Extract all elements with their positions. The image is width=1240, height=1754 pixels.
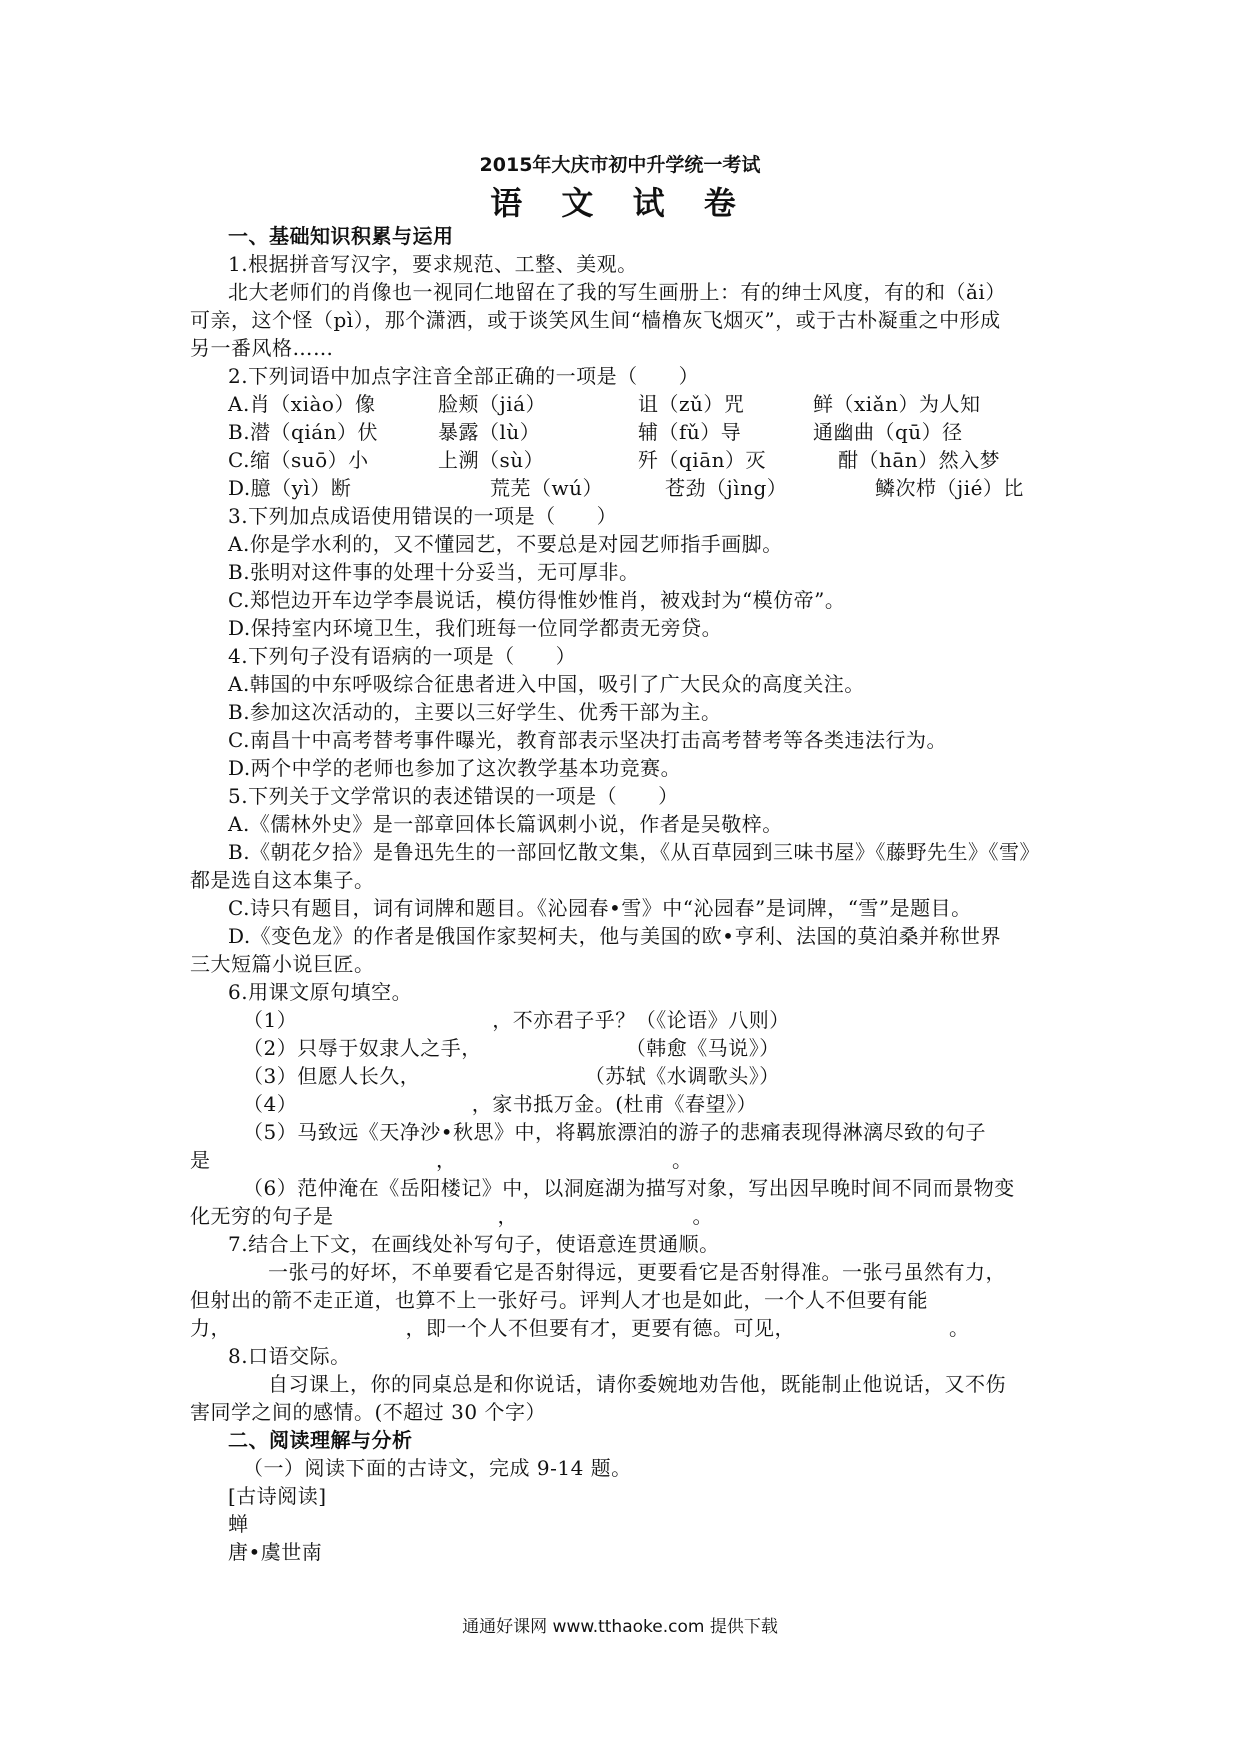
q4-option-c: C.南昌十中高考替考事件曝光，教育部表示坚决打击高考替考等各类违法行为。 <box>228 728 947 752</box>
q6-blank-item: （1） ，不亦君子乎？（《论语》八则） <box>243 1008 790 1032</box>
q2-option-cell: 暴露（lù） <box>438 420 541 444</box>
paper-subtitle: 语 文 试 卷 <box>490 184 750 222</box>
q2-option-cell: 鲜（xiǎn）为人知 <box>813 392 981 416</box>
q2-option-cell: 酣（hān）然入梦 <box>838 448 1001 472</box>
footer-source: 通通好课网 www.tthaoke.com 提供下载 <box>462 1617 778 1637</box>
exam-title: 2015年大庆市初中升学统一考试 <box>479 154 761 176</box>
q2-option-cell: A.肖（xiào）像 <box>228 392 376 416</box>
q4-option-a: A.韩国的中东呼吸综合征患者进入中国，吸引了广大民众的高度关注。 <box>228 672 865 696</box>
q6-blank-item: （4） ，家书抵万金。(杜甫《春望》） <box>243 1092 758 1116</box>
q5-option-d: D.《变色龙》的作者是俄国作家契柯夫，他与美国的欧•亨利、法国的莫泊桑并称世界 <box>228 924 1001 948</box>
q8-text-line: 害同学之间的感情。(不超过 30 个字） <box>190 1400 546 1424</box>
q2-option-cell: 鳞次栉（jié）比 <box>875 476 1024 500</box>
poem-author: 唐•虞世南 <box>228 1540 323 1564</box>
q6-blank-item-cont: 是 ， 。 <box>190 1148 693 1172</box>
q3-option-b: B.张明对这件事的处理十分妥当，无可厚非。 <box>228 560 640 584</box>
q3-option-a: A.你是学水利的，又不懂园艺，不要总是对园艺师指手画脚。 <box>228 532 783 556</box>
q6-stem: 6.用课文原句填空。 <box>228 980 413 1004</box>
q2-option-row <box>228 474 1050 502</box>
q2-option-cell: 辅（fǔ）导 <box>638 420 742 444</box>
q6-blank-item: （2）只辱于奴隶人之手， （韩愈《马说》） <box>243 1036 780 1060</box>
poem-label: [古诗阅读] <box>228 1484 327 1508</box>
q3-option-d: D.保持室内环境卫生，我们班每一位同学都责无旁贷。 <box>228 616 723 640</box>
q4-stem: 4.下列句子没有语病的一项是（ ） <box>228 644 577 668</box>
q1-text-line: 北大老师们的肖像也一视同仁地留在了我的写生画册上：有的绅士风度，有的和（ǎi） <box>228 280 1006 304</box>
q6-blank-item: （3）但愿人长久， （苏轼《水调歌头》） <box>243 1064 780 1088</box>
q2-option-cell: 荒芜（wú） <box>490 476 603 500</box>
q4-option-d: D.两个中学的老师也参加了这次教学基本功竞赛。 <box>228 756 682 780</box>
q7-text-line: 一张弓的好坏，不单要看它是否射得远，更要看它是否射得准。一张弓虽然有力， <box>268 1260 1006 1284</box>
q2-option-cell: B.潜（qián）伏 <box>228 420 379 444</box>
q3-stem: 3.下列加点成语使用错误的一项是（ ） <box>228 504 618 528</box>
q7-text-line: 但射出的箭不走正道，也算不上一张好弓。评判人才也是如此，一个人不但要有能 <box>190 1288 928 1312</box>
q7-text-line: 力， ，即一个人不但要有才，更要有德。可见， 。 <box>190 1316 970 1340</box>
q2-option-cell: 诅（zǔ）咒 <box>638 392 745 416</box>
section-heading-1: 一、基础知识积累与运用 <box>228 224 454 248</box>
q5-option-a: A.《儒林外史》是一部章回体长篇讽刺小说，作者是吴敬梓。 <box>228 812 783 836</box>
q5-option-d-cont: 三大短篇小说巨匠。 <box>190 952 375 976</box>
q5-option-c: C.诗只有题目，词有词牌和题目。《沁园春•雪》中“沁园春”是词牌，“雪”是题目。 <box>228 896 972 920</box>
section-heading-2: 二、阅读理解与分析 <box>228 1428 413 1452</box>
q2-option-row <box>228 446 1050 474</box>
q5-option-b-cont: 都是选自这本集子。 <box>190 868 375 892</box>
q2-option-cell: C.缩（suō）小 <box>228 448 369 472</box>
reading-part-heading: （一）阅读下面的古诗文，完成 9-14 题。 <box>243 1456 632 1480</box>
q2-option-cell: 脸颊（jiá） <box>438 392 547 416</box>
q2-option-cell: 苍劲（jìng） <box>665 476 788 500</box>
q1-text-line: 可亲，这个怪（pì），那个潇洒，或于谈笑风生间“樯橹灰飞烟灭”，或于古朴凝重之中形成 <box>190 308 1001 332</box>
q6-blank-item: （5）马致远《天净沙•秋思》中，将羁旅漂泊的游子的悲痛表现得淋漓尽致的句子 <box>243 1120 987 1144</box>
q6-blank-item: （6）范仲淹在《岳阳楼记》中，以洞庭湖为描写对象，写出因早晚时间不同而景物变 <box>243 1176 1015 1200</box>
q2-option-cell: D.臆（yì）断 <box>228 476 352 500</box>
q4-option-b: B.参加这次活动的，主要以三好学生、优秀干部为主。 <box>228 700 722 724</box>
q7-stem: 7.结合上下文，在画线处补写句子，使语意连贯通顺。 <box>228 1232 720 1256</box>
q6-blank-item-cont: 化无穷的句子是 ， 。 <box>190 1204 713 1228</box>
q2-option-cell: 上溯（sù） <box>438 448 545 472</box>
q2-option-cell: 歼（qiān）灭 <box>638 448 767 472</box>
q2-stem: 2.下列词语中加点字注音全部正确的一项是（ ） <box>228 364 700 388</box>
q3-option-c: C.郑恺边开车边学李晨说话，模仿得惟妙惟肖，被戏封为“模仿帝”。 <box>228 588 846 612</box>
q2-option-row <box>228 390 1050 418</box>
q8-stem: 8.口语交际。 <box>228 1344 351 1368</box>
q5-option-b: B.《朝花夕拾》是鲁迅先生的一部回忆散文集，《从百草园到三味书屋》《藤野先生》《雪》 <box>228 840 1041 864</box>
q8-text-line: 自习课上，你的同桌总是和你说话，请你委婉地劝告他，既能制止他说话，又不伤 <box>268 1372 1006 1396</box>
q5-stem: 5.下列关于文学常识的表述错误的一项是（ ） <box>228 784 679 808</box>
q2-option-cell: 通幽曲（qū）径 <box>813 420 963 444</box>
q1-text-line: 另一番风格…… <box>190 336 334 360</box>
q2-option-row <box>228 418 1050 446</box>
q1-stem: 1.根据拼音写汉字，要求规范、工整、美观。 <box>228 252 638 276</box>
poem-title: 蝉 <box>228 1512 249 1536</box>
